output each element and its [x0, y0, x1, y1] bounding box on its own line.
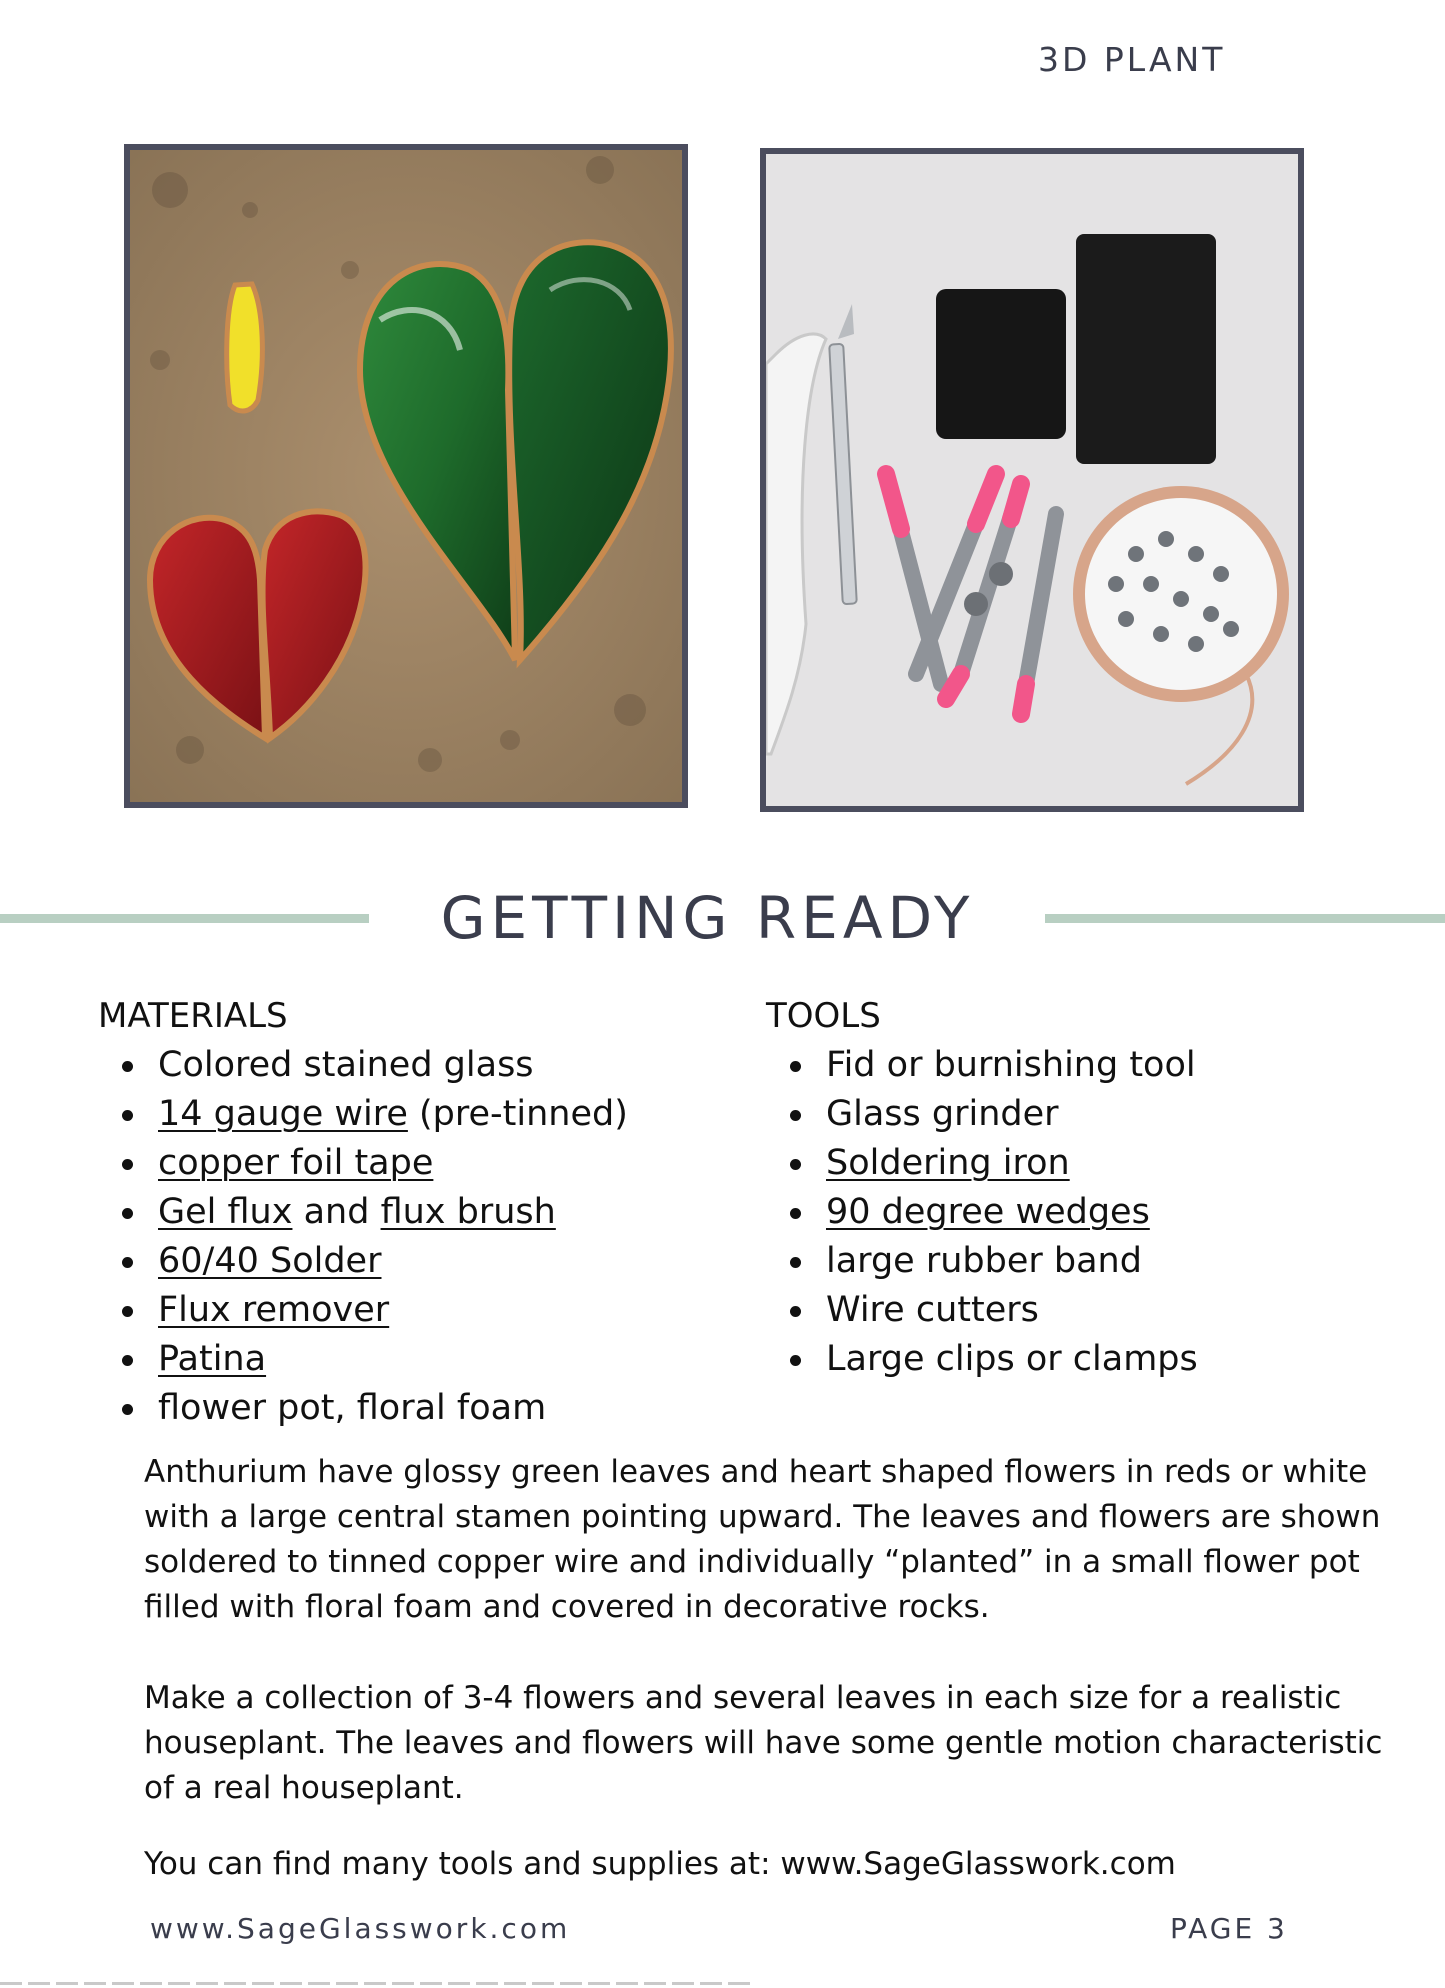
description-paragraph: Anthurium have glossy green leaves and heart shaped flowers in reds or white with a large central stamen pointing upward. The leaves and flowers are shown soldered to tinned copper wire and individually “planted” in a small flower pot filled with floral foam and covered in decorative rocks. — [144, 1454, 1381, 1625]
bottom-divider — [0, 1982, 750, 1985]
list-item — [98, 1335, 738, 1384]
supply-link[interactable]: Soldering iron — [826, 1143, 1070, 1183]
list-item — [766, 1237, 1426, 1286]
tools-and-supplies-photo — [760, 148, 1304, 812]
supply-link[interactable]: copper foil tape — [158, 1143, 434, 1183]
collection-paragraph: Make a collection of 3-4 flowers and several leaves in each size for a realistic houseplant. The leaves and flowers will have some gentle motion characteristic of a real houseplant. — [144, 1680, 1383, 1806]
item-text: Colored stained glass — [158, 1045, 534, 1085]
item-text: (pre-tinned) — [407, 1094, 628, 1134]
item-text: flower pot, floral foam — [158, 1388, 547, 1428]
supply-link[interactable]: Flux remover — [158, 1290, 390, 1330]
list-item — [766, 1188, 1426, 1237]
list-item — [98, 1188, 738, 1237]
list-item — [766, 1041, 1426, 1090]
stained-glass-pieces-photo — [124, 144, 688, 808]
list-item — [766, 1139, 1426, 1188]
heading-rule-left — [0, 914, 369, 923]
supply-link[interactable]: flux brush — [380, 1192, 556, 1232]
supply-link[interactable]: Gel flux — [158, 1192, 293, 1232]
list-item — [766, 1335, 1426, 1384]
item-text: Glass grinder — [826, 1094, 1059, 1134]
item-text: large rubber band — [826, 1241, 1142, 1281]
list-item — [766, 1090, 1426, 1139]
supply-link[interactable]: 60/40 Solder — [158, 1241, 382, 1281]
supply-link[interactable]: Patina — [158, 1339, 267, 1379]
tools-and-supplies-icon — [766, 154, 1298, 806]
materials-heading: MATERIALS — [98, 996, 288, 1036]
supply-link[interactable]: 90 degree wedges — [826, 1192, 1150, 1232]
section-heading: GETTING READY — [440, 884, 975, 952]
item-text: Wire cutters — [826, 1290, 1039, 1330]
document-title: 3D PLANT — [1038, 40, 1226, 79]
supplies-paragraph: You can find many tools and supplies at: www.SageGlasswork.com — [144, 1846, 1176, 1882]
stained-glass-pieces-icon — [130, 150, 682, 802]
heading-rule-right — [1045, 914, 1445, 923]
list-item — [766, 1286, 1426, 1335]
supply-link[interactable]: 14 gauge wire — [158, 1094, 408, 1134]
footer-website[interactable]: www.SageGlasswork.com — [150, 1912, 571, 1945]
list-item — [98, 1384, 738, 1433]
list-item — [98, 1090, 738, 1139]
item-text: Fid or burnishing tool — [826, 1045, 1196, 1085]
list-item — [98, 1286, 738, 1335]
list-item — [98, 1139, 738, 1188]
materials-list — [98, 992, 738, 1433]
list-item — [98, 1237, 738, 1286]
list-item — [98, 1041, 738, 1090]
tools-list — [766, 992, 1426, 1384]
page-number: PAGE 3 — [1170, 1912, 1288, 1945]
item-text: and — [292, 1192, 381, 1232]
tools-heading: TOOLS — [766, 996, 881, 1036]
item-text: Large clips or clamps — [826, 1339, 1198, 1379]
